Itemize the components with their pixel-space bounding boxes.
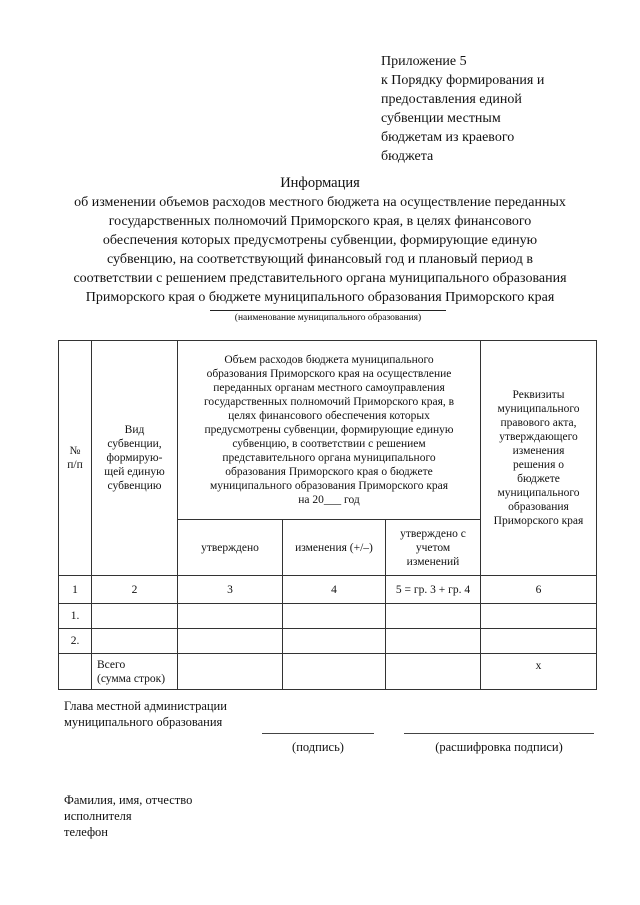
column-numbering-row [59,576,597,604]
signature-block [64,698,227,730]
total-label [92,654,178,690]
header-text: изменения [512,445,565,457]
subtitle-line: соответствии с решением представительного органа муниципального образования [73,271,567,286]
column-number: 3 [178,576,283,604]
header-text: образования Приморского края на осуществление [206,368,452,380]
header-text: муниципального образования Приморского края [209,480,449,492]
header-text: правового акта, [500,417,577,429]
table-cell[interactable] [283,604,386,629]
executor-line: Фамилия, имя, отчество [64,793,193,807]
column-number: 1 [59,576,92,604]
subtitle-line: обеспечения которых предусмотрены субвенции, формирующие единую [102,233,538,248]
table-row [59,604,597,629]
executor-line: телефон [64,825,108,839]
header-text: государственных полномочий Приморского края, в [203,396,455,408]
header-text: щей единую [104,466,165,478]
executor-line: исполнителя [64,809,132,823]
header-subvention-type [92,341,178,576]
total-label-line: (сумма строк) [97,672,166,685]
header-text: переданных органам местного самоуправления [213,382,445,394]
signature-caption: (подпись) [292,740,344,754]
subtitle-line: субвенцию, на соответствующий финансовый год и плановый период в [106,252,534,267]
header-text: учетом [415,541,451,554]
municipality-name-field[interactable] [210,310,446,311]
document-subtitle [20,193,620,307]
total-row [59,654,597,690]
header-text: муниципального [497,403,580,415]
column-number: 4 [283,576,386,604]
table-cell[interactable] [481,604,597,629]
row-number: 1. [59,604,92,629]
header-text: бюджете [517,473,560,485]
header-approved-with-changes [386,520,481,576]
appendix-line: бюджета [381,149,434,164]
header-expense-volume [178,341,481,520]
header-text: муниципального [497,487,580,499]
subtitle-line: об изменении объемов расходов местного бюджета на осуществление переданных [74,195,566,210]
header-text: Реквизиты [512,389,565,401]
row-number: 2. [59,629,92,654]
header-num [59,341,92,576]
table-cell[interactable] [283,654,386,690]
column-number: 6 [481,576,597,604]
header-text: утверждено с [400,527,466,540]
total-details: х [481,654,597,690]
header-text: Объем расходов бюджета муниципального [224,354,434,366]
header-approved: утверждено [178,520,283,576]
table-cell[interactable] [386,604,481,629]
table-cell[interactable] [283,629,386,654]
head-title-line: Глава местной администрации [64,699,227,713]
appendix-line: к Порядку формирования и [381,73,545,88]
signature-field[interactable] [262,733,374,734]
column-number: 5 = гр. 3 + гр. 4 [386,576,481,604]
header-legal-act-details [481,341,597,576]
table-cell[interactable] [386,654,481,690]
table-cell[interactable] [386,629,481,654]
subtitle-line: Приморского края о бюджете муниципального образования Приморского края [85,290,555,305]
appendix-line: субвенции местным [381,111,501,126]
municipality-caption: (наименование муниципального образования) [234,313,422,323]
header-text: решения о [512,459,565,471]
document-title: Информация [280,175,360,191]
header-text: субвенции, [107,438,162,450]
header-text: № [69,445,81,457]
total-label-line: Всего [97,658,126,671]
table-row [59,629,597,654]
subtitle-line: государственных полномочий Приморского края, в целях финансового [108,214,532,229]
signature-decode-field[interactable] [404,733,594,734]
table-cell[interactable] [481,629,597,654]
header-text: формирую- [106,452,163,464]
head-title-line: муниципального образования [64,715,223,729]
table-cell[interactable] [178,654,283,690]
appendix-line: Приложение 5 [381,54,467,69]
header-text: Приморского края [493,515,584,527]
header-text: образования [508,501,569,513]
appendix-line: бюджетам из краевого [381,130,515,145]
header-changes: изменения (+/–) [283,520,386,576]
header-text: изменений [406,555,460,568]
table-cell[interactable] [178,629,283,654]
header-text: Вид [124,424,145,436]
header-text: целях финансового обеспечения которых [228,410,430,422]
header-text: представительного органа муниципального [222,452,436,464]
table-cell[interactable] [92,629,178,654]
header-text: субвенцию [107,480,162,492]
signature-decode-caption: (расшифровка подписи) [435,740,563,754]
table-cell[interactable] [178,604,283,629]
table-cell [59,654,92,690]
table-cell[interactable] [92,604,178,629]
appendix-header [381,52,611,166]
column-number: 2 [92,576,178,604]
executor-block [64,792,192,840]
header-text: субвенцию, в соответствии с решением [232,438,426,450]
header-text: предусмотрены субвенции, формирующие единую [204,424,454,436]
header-text: утверждающего [499,431,578,443]
appendix-line: предоставления единой [381,92,522,107]
subvention-table [58,340,597,690]
header-text: п/п [67,459,83,471]
header-text: образования Приморского края о бюджете [225,466,433,478]
header-text: на 20___ год [298,494,360,506]
